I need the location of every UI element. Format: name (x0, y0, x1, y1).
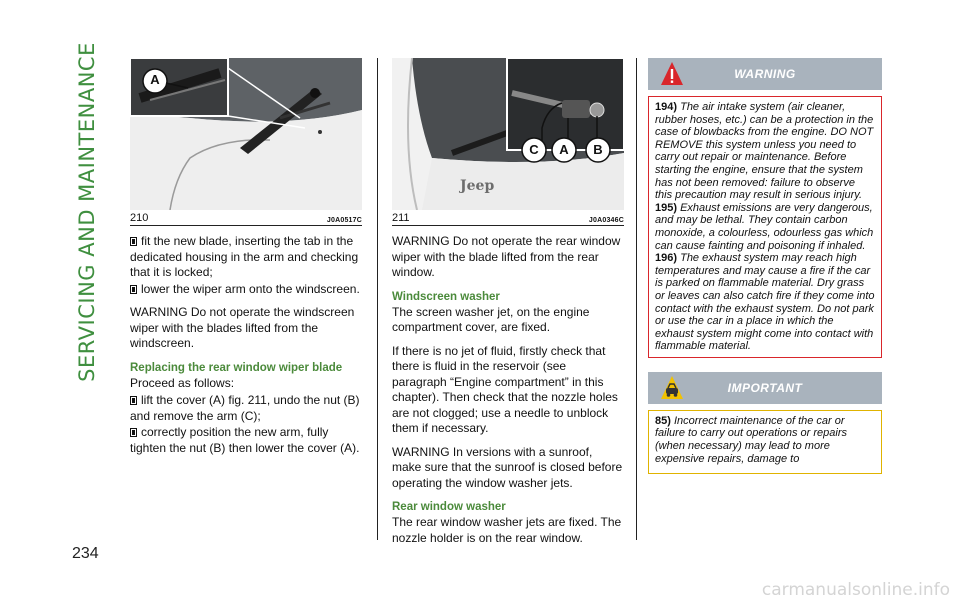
warning-paragraph: WARNING In versions with a sunroof, make sure that the sunroof is closed before operating the window washer jets. (392, 444, 623, 490)
bullet-list-2 (130, 393, 362, 456)
section-title-text: SERVICING AND MAINTENANCE (75, 42, 99, 382)
body-paragraph: The rear window washer jets are fixed. The nozzle holder is on the rear window. (392, 515, 622, 545)
column-2 (392, 58, 624, 554)
intro-paragraph: Proceed as follows: (130, 375, 235, 390)
car-maintenance-icon (660, 375, 684, 401)
column-divider-1 (377, 58, 378, 540)
warning-item-196: 196) The exhaust system may reach high temperatures and may cause a fire if the car is parked on flammable material. Dry grass or leaves can also catch fire if they come into contact with the exhaust system. Do not park or use the car in a place in which the exhaust system might come into contact with flammable material. (655, 252, 875, 353)
wiper-blade-illustration (130, 58, 362, 210)
important-title: IMPORTANT (727, 380, 803, 395)
callout-a: A (559, 142, 569, 157)
body-paragraph: The screen washer jet, on the engine compartment cover, are fixed. (392, 304, 590, 334)
bullet-item: correctly position the new arm, fully tighten the nut (B) then lower the cover (A). (130, 425, 360, 455)
important-item-85: 85) Incorrect maintenance of the car or failure to carry out operations or repairs (when necessary) may lead to more expensive repairs, damage to (655, 414, 847, 465)
warning-banner (648, 58, 882, 90)
body-paragraph: If there is no jet of fluid, firstly check that there is fluid in the reservoir (see paragraph “Engine compartment” in this chapter). Then check that the nozzle holes are not clogged; use a needle to unblock them if necessary. (392, 343, 618, 435)
warning-exclamation-icon (660, 61, 684, 87)
bullet-list-1 (130, 234, 362, 297)
bullet-icon (130, 428, 137, 437)
warning-paragraph: WARNING Do not operate the rear window wiper with the blade lifted from the rear window. (392, 234, 621, 279)
bullet-item: fit the new blade, inserting the tab in the dedicated housing in the arm and checking that it is locked; (130, 234, 359, 279)
column-3 (648, 58, 882, 474)
section-title (72, 42, 102, 382)
bullet-item: lower the wiper arm onto the windscreen. (130, 282, 362, 298)
figure-number: 211 (392, 212, 410, 224)
section-heading: Replacing the rear window wiper blade (130, 361, 343, 374)
column-divider-2 (636, 58, 637, 540)
page-number: 234 (72, 545, 99, 562)
section-heading: Windscreen washer (392, 290, 500, 303)
bullet-icon (130, 396, 137, 405)
warning-item-194: 194) The air intake system (air cleaner, rubber hoses, etc.) can be a protection in the case of blowbacks from the engine. DO NOT REMOVE this system unless you need to carry out repair or maintenance. Before starting the engine, ensure that the system has not been removed: failure to observe this precaution may result in serious injury. (655, 101, 874, 202)
callout-a: A (150, 72, 160, 87)
section-heading: Rear window washer (392, 501, 506, 513)
figure-211-caption (392, 210, 624, 226)
rear-wiper-illustration (392, 58, 624, 210)
figure-number: 210 (130, 212, 149, 224)
warning-item-195: 195) Exhaust emissions are very dangerous, and may be lethal. They contain carbon monoxide, a colourless, odourless gas which can cause fainting and poisoning if inhaled. (655, 201, 874, 252)
figure-211 (392, 58, 624, 210)
bullet-icon (130, 285, 137, 294)
warning-title: WARNING (734, 67, 796, 81)
column-1 (130, 58, 362, 464)
figure-210-caption (130, 210, 362, 226)
warning-paragraph: WARNING Do not operate the windscreen wiper with the blades lifted from the windscreen. (130, 305, 355, 350)
jeep-badge: Jeep (460, 178, 495, 194)
bullet-icon (130, 237, 137, 246)
figure-210 (130, 58, 362, 210)
watermark: carmanualsonline.info (761, 580, 950, 600)
bullet-item: lift the cover (A) fig. 211, undo the nut (B) and remove the arm (C); (130, 393, 360, 423)
important-box (648, 410, 882, 474)
important-banner (648, 372, 882, 404)
figure-code: J0A0346C (588, 217, 624, 224)
callout-c: C (529, 142, 539, 157)
callout-b: B (593, 142, 603, 157)
figure-code: J0A0517C (326, 217, 362, 224)
warning-box (648, 96, 882, 358)
